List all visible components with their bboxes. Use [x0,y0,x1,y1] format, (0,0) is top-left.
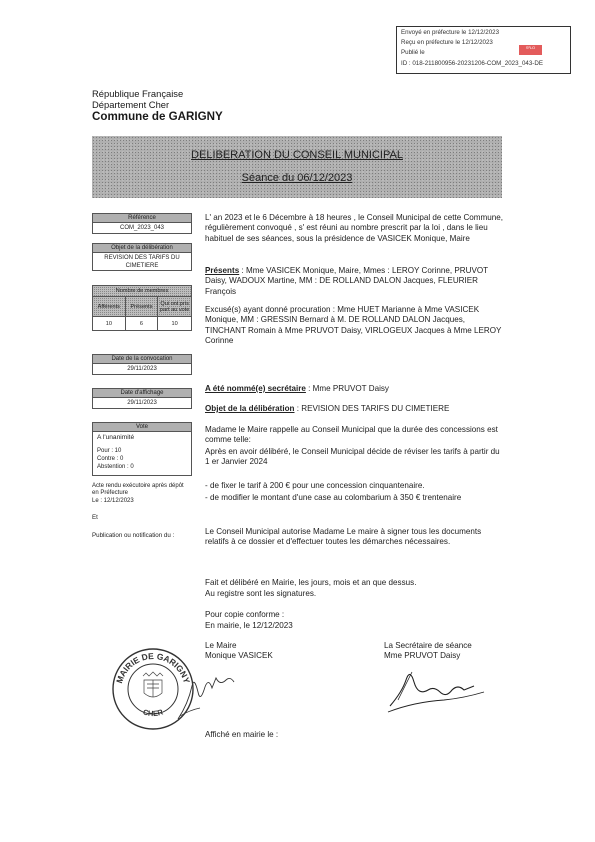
copy-line2: En mairie, le 12/12/2023 [205,621,293,630]
convocation-label: Date de la convocation [92,354,192,364]
intro-paragraph: L' an 2023 et le 6 Décembre à 18 heures , le Conseil Municipal de cette Commune, régulièrement convoqué , s' est réuni au nombre prescrit par la loi , dans le lieu habituel de ses séances, sous la présidence de VASICEK Monique, Maire [205,213,504,243]
object-value: REVISION DES TARIFS DU CIMETIERE [92,253,192,271]
acte-note [92,483,184,505]
svg-text:CHER [142,707,165,718]
bullet-tarif: - de fixer le tarif à 200 € pour une concession cinquantenaire. [205,481,425,490]
excuses-paragraph: Excusé(s) ayant donné procuration : Mme HUET Marianne à Mme VASICEK Monique, MM : GRESSIN Bernard à M. DE ROLLAND DALON Jacques, TINCHANT Romain à Mme PRUVOT Daisy, VIRLOGEUX Jacques à Mme LEROY Corinne [205,305,502,346]
vote-pour: Pour : 10 [97,448,122,454]
reference-value: COM_2023_043 [92,223,192,234]
acte-note-line1: Acte rendu exécutoire après dépôt [92,483,184,489]
members-value-afferents: 10 [93,317,126,331]
slo-logo: S²LO [519,45,542,55]
members-label: Nombre de membres [93,286,192,297]
secretary-title: La Secrétaire de séance [384,641,472,650]
prefecture-stamp [396,26,571,74]
stamp-received: Reçu en préfecture le 12/12/2023 [401,39,493,47]
display-value: 29/11/2023 [92,398,192,409]
paragraph-decision: Après en avoir délibéré, le Conseil Municipal décide de réviser les tarifs à partir du 1 er Janvier 2024 [205,447,500,467]
department-label: Département Cher [92,99,170,110]
display-label: Date d'affichage [92,388,192,398]
objet-label: Objet de la délibération [205,404,295,413]
commune-name: Commune de GARIGNY [92,110,223,123]
stamp-sent: Envoyé en préfecture le 12/12/2023 [401,29,500,36]
mayor-signature [170,664,240,724]
members-header-presents: Présents [125,297,158,317]
vote-box [92,432,192,476]
seal-emblem [143,672,163,697]
copy-line1: Pour copie conforme : [205,610,285,619]
secretaire-label: A été nommé(e) secrétaire [205,384,306,393]
session-date: Séance du 06/12/2023 [241,172,353,184]
secretaire-line [205,384,505,394]
publication-label: Publication ou notification du : [92,532,175,539]
acte-note-line3: Le : 12/12/2023 [92,497,134,504]
members-header-votants: Qui ont pris part au vote [158,297,192,317]
seal-top-text: MAIRIE DE GARIGNY [114,650,192,685]
country-label: République Française [92,88,184,99]
seal-bottom-text: CHER [141,707,165,719]
presents-paragraph [205,266,505,297]
vote-contre: Contre : 0 [97,456,124,462]
reference-label: Référence [92,213,192,223]
vote-abstention: Abstention : 0 [97,464,134,470]
objet-text: : REVISION DES TARIFS DU CIMETIERE [294,404,450,413]
paragraph-rappel: Madame le Maire rappelle au Conseil Municipal que la durée des concessions est comme telle: [205,425,498,445]
members-value-votants: 10 [158,317,192,331]
maire-name: Monique VASICEK [205,651,273,660]
et-label: Et [92,514,98,521]
secretary-name: Mme PRUVOT Daisy [384,651,461,660]
members-table [92,285,192,331]
presents-text: : Mme VASICEK Monique, Maire, Mmes : LEROY Corinne, PRUVOT Daisy, WADOUX Martine, MM : DE ROLLAND DALON Jacques, FLEURIER François [205,266,488,296]
maire-title: Le Maire [205,641,237,650]
posted-label: Affiché en mairie le : [205,730,279,739]
deliberation-banner [92,136,502,198]
convocation-value: 29/11/2023 [92,364,192,375]
vote-unanimity: A l'unanimité [97,434,135,441]
vote-label: Vote [92,422,192,432]
objet-line [205,404,505,414]
presents-label: Présents [205,266,240,275]
members-header-afferents: Afférents [93,297,126,317]
object-label: Objet de la délibération [92,243,192,253]
bullet-colombarium: - de modifier le montant d'une case au colombarium à 350 € trentenaire [205,493,462,502]
secretaire-text: : Mme PRUVOT Daisy [305,384,389,393]
members-value-presents: 6 [125,317,158,331]
deliberation-title: DELIBERATION DU CONSEIL MUNICIPAL [191,149,403,161]
closing-line2: Au registre sont les signatures. [205,589,317,598]
closing-line1: Fait et délibéré en Mairie, les jours, mois et an que dessus. [205,578,417,587]
acte-note-line2: en Préfecture [92,490,129,497]
secretary-signature [384,662,494,718]
stamp-published: Publié le [401,49,425,57]
authorize-paragraph: Le Conseil Municipal autorise Madame Le maire à signer tous les documents relatifs à ce dossier et d'effectuer toutes les démarches nécessaires. [205,527,482,547]
stamp-id: ID : 018-211800956-20231206-COM_2023_043-DE [401,59,543,67]
